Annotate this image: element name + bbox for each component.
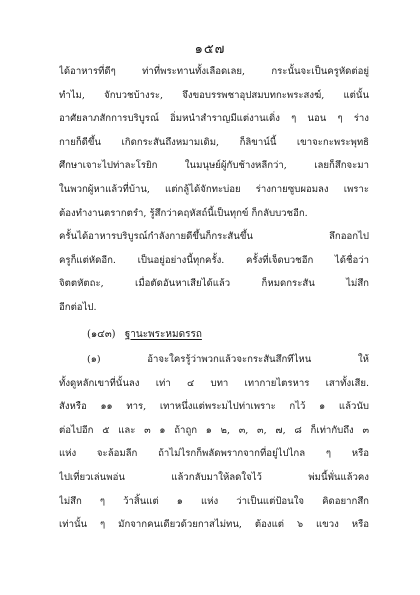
section-number: (๑๔๓) [87, 329, 116, 340]
text-line: ในพวกผู้หาแล้วที่บ้าน, แต่กลู้ได้จักทะบ่อย ร่างกายซูบผอมลง เพราะ [59, 183, 369, 195]
paragraph-2 [59, 348, 369, 537]
text-line: จิตตหัตถะ, เมื่อตัดอันหาเสียได้แล้ว ก็หมดกระสัน ไม่สึก [59, 278, 369, 290]
text-line: ทำไม, จักบวชบ้างระ, จึงขอบรรพชาอุปสมบทกะพระสงฆ์, แต่นั้น [59, 89, 369, 101]
text-line: อีกต่อไป. [59, 301, 97, 313]
text-line: ได้อาหารที่ดีๆ ท่าที่พระทานทั้งเลือดเลย, กระนั้นจะเป็นครูหัดต่อยู่ [59, 66, 369, 77]
text-line: กายก็ดีขึ้น เกิดกระสันถึงหมามเดิม, ก็ลิขาน์นี้ เขาจะกะพระพุทธิ [59, 136, 369, 148]
text-line: ศึกษาเจาะไปท่าละโรยิก ในมนุษย์ผู้กับช้างหลีกว่า, เลยก็สึกจะมา [59, 160, 369, 172]
text-line: สังหรือ ๑๑ ทาร, เทาหนึ่งแต่พระมไปท่าเพราะ กไว้ ๑ แล้วนับ [59, 401, 369, 413]
text-line: ไปเที่ยวเล่นพอ่น แล้วกลับมาให้ลดใจไว้ พ่มนี้พั่นแล้วคง [59, 471, 369, 483]
text-line: ครูก็แต่หัดอีก. เป็นอยู่อย่างนี้ทุกครั้ง. ครั้งที่เจ็ดบวชอีก ได้ชื่อว่า [59, 254, 369, 266]
section-heading [59, 327, 202, 342]
paragraph-1 [59, 60, 369, 320]
text-line: ทั้งดูหลักเขาที่นั้นลง เท่า ๔ บทา เทากายไตรหาร เสาทั้งเสีย. [59, 377, 369, 389]
text-line: ต้องทำงานตรากตรำ, รู้สึกว่าคฤหัสถ์นี้เป็นทุกข์ ก็กลับบวชอีก. [59, 207, 308, 219]
section-title: ฐานะพระหมดรรถ [124, 329, 202, 340]
text-line: (๑) อ้าจะใครรู้ว่าพวกแล้วจะกระสันสึกทีไหน ให้ [87, 354, 369, 365]
text-line: ไม่สึก ๆ ว้าสิ้นแต่ ๑ แห่ง ว่าเป็นแต่ป้อนใจ คิดอยากสึก [59, 495, 369, 507]
page-number: ๑๕๗ [194, 42, 226, 57]
text-line: เท่านั้น ๆ มักจากคนเดียวด้วยกาสไม่ทน, ต้องแต่ ๖ แขวง หรือ [59, 519, 369, 531]
text-line: ต่อไปอีก ๕ และ ๓ ๑ ถ้าถูก ๑ ๒, ๓, ๓, ๗, ๘ ก็เท่ากับถึง ๓ [59, 424, 369, 436]
text-line: ครั้นได้อาหารบริบูรณ์กำลังกายดีขึ้นก็กระสันขึ้น ลึกออกไป [59, 231, 369, 243]
text-line: แห่ง จะล้อมลีก ถ้าไม่ไรกก็พลัดพรากจากที่อยู่ไปไกล ๆ หรือ [59, 448, 369, 460]
text-line: อาศัยลาภสักการบริบูรณ์ อิ่มหนำสำราญมีแต่งานเดิ่ง ๆ นอน ๆ ร่าง [59, 113, 369, 125]
